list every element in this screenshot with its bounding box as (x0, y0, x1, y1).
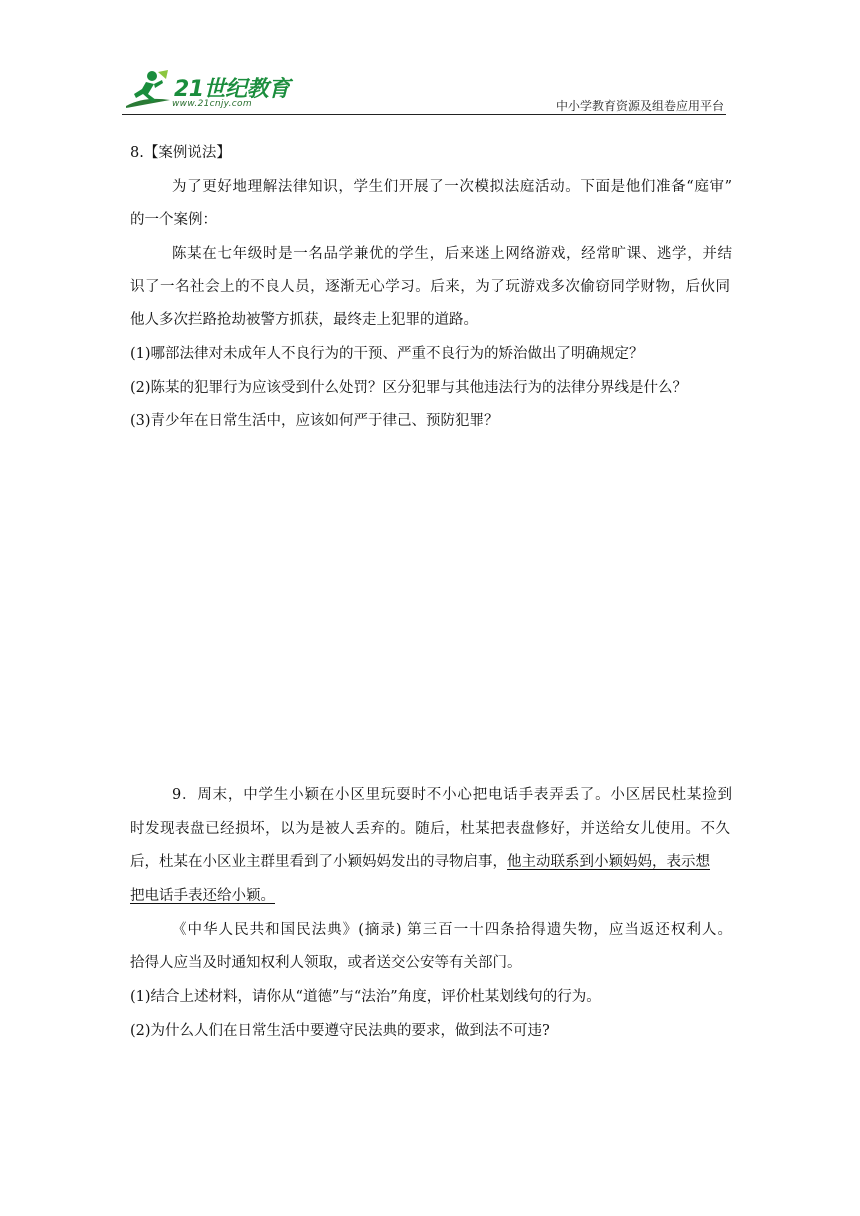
q9-law-line-1: 《中华人民共和国民法典》(摘录) 第三百一十四条拾得遗失物，应当返还权利人。 (172, 922, 732, 938)
q9-text-line-1: 9．周末，中学生小颖在小区里玩耍时不小心把电话手表弄丢了。小区居民杜某捡到 (172, 787, 732, 803)
q9-underlined-sentence-part-1: 他主动联系到小颖妈妈，表示想 (507, 854, 710, 870)
platform-name: 中小学教育资源及组卷应用平台 (555, 99, 724, 113)
q9-subquestion-1: (1)结合上述材料，请你从“道德”与“法治”角度，评价杜某划线句的行为。 (130, 989, 601, 1005)
q8-intro-line-1: 为了更好地理解法律知识，学生们开展了一次模拟法庭活动。下面是他们准备“庭审” (172, 179, 732, 195)
logo-url: www.21cnjy.com (172, 99, 252, 109)
q9-law-line-2: 拾得人应当及时通知权利人领取，或者送交公安等有关部门。 (130, 955, 522, 971)
header-divider (122, 114, 726, 115)
q8-subquestion-2: (2)陈某的犯罪行为应该受到什么处罚？区分犯罪与其他违法行为的法律分界线是什么？ (130, 380, 688, 396)
q8-title: 8.【案例说法】 (130, 145, 231, 161)
q8-subquestion-3: (3)青少年在日常生活中，应该如何严于律己、预防犯罪？ (130, 413, 499, 429)
q8-intro-line-2: 的一个案例： (130, 212, 217, 228)
q9-underlined-sentence-part-2: 把电话手表还给小颖。 (130, 888, 275, 904)
q8-subquestion-1: (1)哪部法律对未成年人不良行为的干预、严重不良行为的矫治做出了明确规定？ (130, 346, 644, 362)
q8-case-line-2: 识了一名社会上的不良人员，逐渐无心学习。后来，为了玩游戏多次偷窃同学财物，后伙同 (130, 279, 730, 295)
q9-text-line-4 (130, 886, 730, 906)
q9-text-line-3 (130, 852, 730, 872)
q9-subquestion-2: (2)为什么人们在日常生活中要遵守民法典的要求，做到法不可违? (130, 1023, 550, 1039)
q8-case-line-1: 陈某在七年级时是一名品学兼优的学生，后来迷上网络游戏，经常旷课、逃学，并结 (172, 246, 732, 262)
logo (122, 66, 292, 116)
logo-text: 21世纪教育 (174, 77, 290, 102)
page-header (122, 66, 726, 116)
q9-text-line-2: 时发现表盘已经损坏，以为是被人丢弃的。随后，杜某把表盘修好，并送给女儿使用。不久 (130, 821, 730, 837)
q8-case-line-3: 他人多次拦路抢劫被警方抓获，最终走上犯罪的道路。 (130, 312, 478, 328)
q9-text-line-3-plain: 后，杜某在小区业主群里看到了小颖妈妈发出的寻物启事， (130, 854, 507, 870)
runner-logo-icon (122, 66, 172, 112)
